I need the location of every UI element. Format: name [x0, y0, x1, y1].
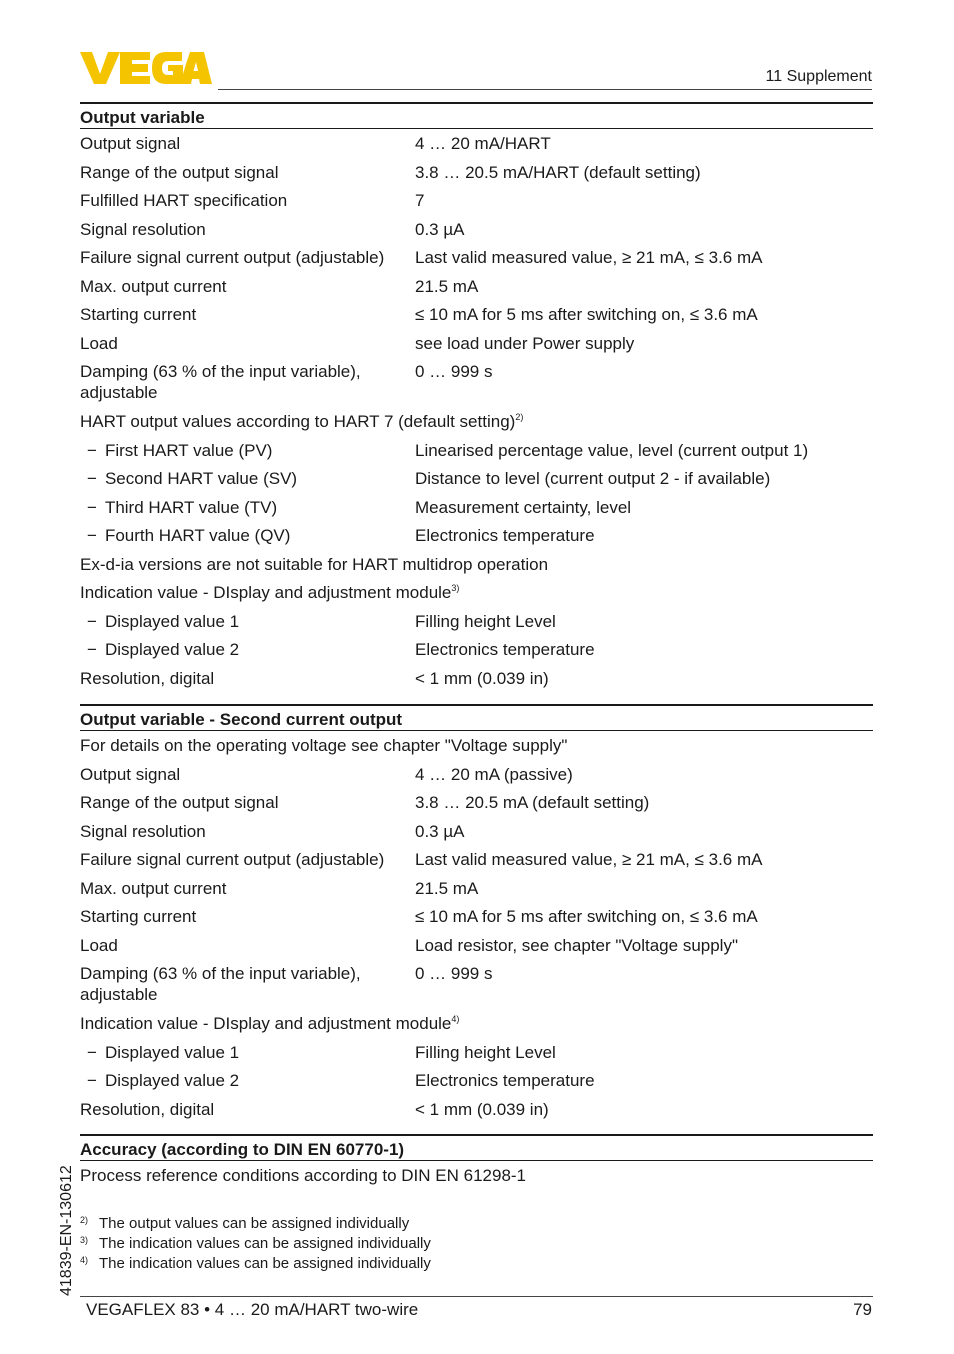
spec-note: For details on the operating voltage see chapter "Voltage supply" [80, 736, 568, 755]
spec-note-text: HART output values according to HART 7 (default setting) [80, 412, 516, 431]
spec-note: Process reference conditions according to DIN EN 61298-1 [80, 1166, 527, 1185]
section-output-variable [80, 102, 873, 692]
spec-row-full [80, 1009, 873, 1038]
spec-key: Resolution, digital [80, 1099, 215, 1119]
spec-key: Signal resolution [80, 219, 206, 239]
spec-key: Starting current [80, 907, 197, 926]
spec-row [80, 243, 873, 272]
chapter-label: 11 Supplement [765, 68, 872, 85]
spec-row [80, 158, 873, 187]
spec-row [80, 1095, 873, 1124]
spec-row [80, 329, 873, 358]
spec-note [80, 582, 459, 603]
spec-value: 21.5 mA [415, 878, 479, 898]
spec-value: Distance to level (current output 2 - if available) [415, 469, 771, 488]
footnote-text: The output values can be assigned individually [99, 1215, 410, 1232]
spec-row [80, 817, 873, 846]
spec-key: Fulfilled HART specification [80, 191, 288, 210]
spec-row [80, 186, 873, 215]
footnote-number: 3) [80, 1235, 89, 1245]
spec-key: Range of the output signal [80, 162, 279, 182]
section-title: Output variable - Second current output [80, 704, 873, 731]
spec-row [80, 300, 873, 329]
spec-key: Resolution, digital [80, 668, 215, 688]
spec-row [80, 129, 873, 158]
footer-rule [80, 1296, 873, 1297]
spec-value: Filling height Level [415, 611, 556, 631]
spec-row-full [80, 731, 873, 760]
footer-title: VEGAFLEX 83 • 4 … 20 mA/HART two-wire [86, 1300, 419, 1319]
spec-note: Ex-d-ia versions are not suitable for HART multidrop operation [80, 554, 549, 574]
spec-value: Last valid measured value, ≥ 21 mA, ≤ 3.6 mA [415, 248, 763, 267]
spec-key: Load [80, 333, 118, 353]
spec-row [80, 521, 873, 550]
spec-note [80, 411, 523, 432]
spec-row [80, 931, 873, 960]
footnote-ref: 3) [451, 583, 460, 593]
spec-key: − First HART value (PV) [87, 440, 417, 461]
spec-row [80, 635, 873, 664]
spec-value: Electronics temperature [415, 526, 595, 545]
footnote-number: 4) [80, 1255, 89, 1265]
spec-row [80, 1066, 873, 1095]
spec-value: Filling height Level [415, 1042, 556, 1062]
spec-key: Failure signal current output (adjustable) [80, 248, 385, 267]
spec-key: − Displayed value 2 [87, 639, 417, 660]
footnote-ref: 2) [515, 412, 524, 422]
spec-row [80, 874, 873, 903]
spec-value: < 1 mm (0.039 in) [415, 1099, 549, 1119]
spec-value: see load under Power supply [415, 333, 635, 353]
spec-note-text: Indication value - DIsplay and adjustment module [80, 583, 452, 602]
spec-value: ≤ 10 mA for 5 ms after switching on, ≤ 3.6 mA [415, 907, 758, 926]
spec-value: 3.8 … 20.5 mA/HART (default setting) [415, 162, 701, 182]
page-number: 79 [853, 1300, 872, 1319]
spec-key: − Displayed value 2 [87, 1070, 417, 1091]
footnote-ref: 4) [451, 1014, 460, 1024]
spec-key: − Second HART value (SV) [87, 468, 417, 489]
spec-row [80, 357, 873, 407]
spec-value: Last valid measured value, ≥ 21 mA, ≤ 3.6 mA [415, 850, 763, 869]
header-rule [218, 89, 872, 90]
section-accuracy [80, 1134, 873, 1190]
spec-key: Signal resolution [80, 821, 206, 841]
spec-row [80, 959, 873, 1009]
spec-value: Linearised percentage value, level (current output 1) [415, 440, 809, 460]
spec-row [80, 215, 873, 244]
vega-logo [80, 50, 212, 86]
spec-key: − Third HART value (TV) [87, 497, 417, 518]
spec-value: 4 … 20 mA (passive) [415, 764, 573, 784]
spec-value: 3.8 … 20.5 mA (default setting) [415, 793, 650, 812]
spec-value: Measurement certainty, level [415, 497, 632, 517]
spec-key: Output signal [80, 134, 181, 153]
spec-value: 0 … 999 s [415, 964, 493, 983]
section-title: Output variable [80, 102, 873, 129]
spec-row [80, 493, 873, 522]
spec-key: Damping (63 % of the input variable), adjustable [80, 362, 361, 402]
spec-key: Range of the output signal [80, 793, 279, 812]
spec-value: ≤ 10 mA for 5 ms after switching on, ≤ 3.6 mA [415, 305, 758, 324]
spec-value: Electronics temperature [415, 1071, 595, 1090]
spec-row [80, 788, 873, 817]
spec-key: Load [80, 935, 118, 955]
footnote-text: The indication values can be assigned individually [99, 1255, 431, 1272]
spec-row [80, 607, 873, 636]
spec-value: 0.3 µA [415, 821, 465, 841]
spec-value: 7 [415, 191, 425, 210]
spec-value: Load resistor, see chapter "Voltage supply" [415, 935, 738, 955]
spec-note-text: Indication value - DIsplay and adjustment module [80, 1014, 452, 1033]
spec-row-full [80, 550, 873, 579]
spec-key: Damping (63 % of the input variable), adjustable [80, 964, 361, 1004]
spec-key: Failure signal current output (adjustable) [80, 850, 385, 869]
spec-key: − Displayed value 1 [87, 1042, 417, 1063]
spec-row [80, 902, 873, 931]
spec-value: < 1 mm (0.039 in) [415, 668, 549, 688]
spec-row [80, 664, 873, 693]
spec-value: 0.3 µA [415, 219, 465, 239]
section-title: Accuracy (according to DIN EN 60770-1) [80, 1134, 873, 1161]
spec-row [80, 464, 873, 493]
spec-row [80, 436, 873, 465]
spec-row-full [80, 578, 873, 607]
spec-value: 0 … 999 s [415, 362, 493, 381]
document-id-text: 41839-EN-130612 [58, 1165, 75, 1296]
spec-value: 21.5 mA [415, 276, 479, 296]
spec-key: − Fourth HART value (QV) [87, 525, 417, 546]
spec-row [80, 1038, 873, 1067]
spec-row [80, 272, 873, 301]
spec-key: Starting current [80, 305, 197, 324]
spec-key: Max. output current [80, 276, 227, 296]
footnote-text: The indication values can be assigned individually [99, 1235, 431, 1252]
spec-key: − Displayed value 1 [87, 611, 417, 632]
spec-note [80, 1013, 459, 1034]
spec-row-full [80, 407, 873, 436]
spec-row-full [80, 1161, 873, 1190]
spec-value: 4 … 20 mA/HART [415, 134, 551, 153]
spec-key: Max. output current [80, 878, 227, 898]
spec-key: Output signal [80, 764, 181, 784]
footnote-number: 2) [80, 1215, 89, 1225]
spec-value: Electronics temperature [415, 640, 595, 659]
section-second-current-output [80, 704, 873, 1123]
spec-row [80, 760, 873, 789]
spec-row [80, 845, 873, 874]
